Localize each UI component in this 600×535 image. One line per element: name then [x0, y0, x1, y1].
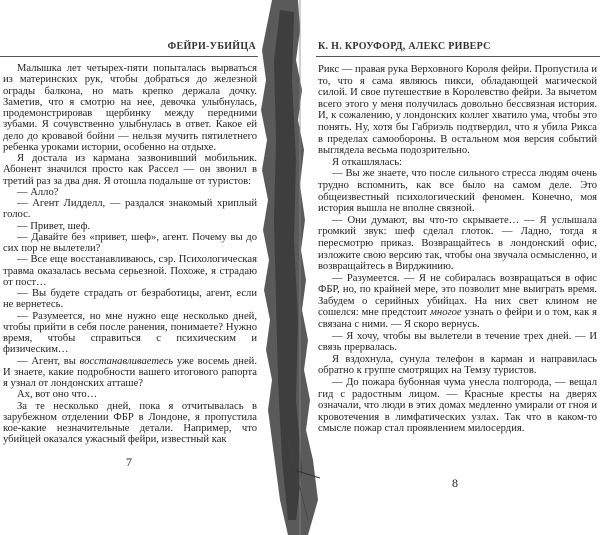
- paragraph: — Алло?: [17, 186, 59, 198]
- text-run: уже восемь дней. И знаете, какие подробности вашего итогового рапорта я узнал от лондонских атташе?: [3, 355, 257, 389]
- paragraph: — Привет, шеф.: [17, 220, 91, 232]
- spine-ink-texture: [258, 0, 322, 535]
- text-run: — Разумеется. — Я не собиралась возвращаться в офис ФБР, но, по крайней мере, это позволит мне выиграть время. Забудем о серийных убийцах. На них свет клином не сошелся: мне предстоит: [318, 272, 597, 319]
- body-text: [3, 63, 257, 446]
- paragraph: — Все еще восстанавливаюсь, сэр. Психологическая травма оказалась весьма серьезной. Похоже, я страдаю от пост…: [3, 254, 257, 288]
- paragraph: Малышка лет четырех-пяти попыталась вырваться из материнских рук, чтобы добраться до железной ограды балкона, но мать крепко держала дочку. Заметив, что я смотрю на нее, девочка улыбнулась, продемонстрировав щербинку между передними зубами. Я сочувственно улыбнулась в ответ. Какое ей дело до кровавой бойни — нельзя мучить пятилетнего ребенка уроками истории, особенно на отдыхе.: [3, 63, 257, 153]
- paragraph: — Разумеется, но мне нужно еще несколько дней, чтобы прийти в себя после ранения, понимаете? Нужно время, чтобы справиться с психическим и физическим…: [3, 310, 257, 356]
- paragraph: Я откашлялась:: [332, 156, 402, 168]
- text-run: узнать о фейри и о том, как я связана с ними. — Я скоро вернусь.: [318, 307, 598, 331]
- text-run: — Агент, вы: [17, 355, 80, 367]
- italic-text: восстанавливаетесь: [79, 355, 174, 367]
- italic-text: многое: [430, 307, 462, 319]
- paragraph: — До пожара бубонная чума унесла полгорода, — вещал гид с радостным лицом. — Красные кресты на дверях означали, что люди в этих домах медленно умирали от гноя и кровотечения в лимфатических узлах. Так что в каком-то смысле пожар стал проявлением милосердия.: [318, 377, 597, 435]
- paragraph: — Вы будете страдать от безработицы, агент, если не вернетесь.: [3, 288, 257, 311]
- paragraph: — Агент Лидделл, — раздался знакомый хриплый голос.: [3, 198, 257, 221]
- paragraph: Я вздохнула, сунула телефон в карман и направилась обратно к группе смотрящих на Темзу туристов.: [318, 353, 597, 377]
- paragraph: Ах, вот оно что…: [17, 389, 98, 401]
- paragraph: — Они думают, вы что-то скрываете… — Я услышала громкий звук: шеф сделал глоток. — Ладно, тогда я пересмотрю приказ. Возвращайтесь в лондонский офис, изложите свою версию так, чтобы она звучала осмысленно, и возвращайтесь в Вирджинию.: [318, 214, 597, 273]
- left-page: [0, 0, 262, 535]
- paragraph: — Давайте без «привет, шеф», агент. Почему вы до сих пор не вылетели?: [3, 231, 257, 254]
- paragraph: За те несколько дней, пока я отчитывалась в зарубежном отделении ФБР в Лондоне, я пропустила кое-какие незначительные детали. Например, что убийцей оказался ужасный фейри, известный как: [3, 400, 257, 446]
- paragraph: [3, 356, 257, 390]
- header-rule: [0, 56, 258, 57]
- paragraph: Я достала из кармана зазвонивший мобильник. Абонент значился просто как Рассел — он звонил в третий раз за два дня. Я отошла подальше от туристов:: [3, 153, 257, 187]
- body-text: [318, 64, 597, 435]
- page-number: 7: [126, 455, 132, 469]
- right-page: [314, 0, 600, 535]
- running-head: К. Н. КРОУФОРД, АЛЕКС РИВЕРС: [318, 41, 491, 52]
- paragraph: — Вы же знаете, что после сильного стресса людям очень трудно вспомнить, как все было на самом деле. Это общеизвестный психологический феномен. Конечно, моя история вышла не вполне связной.: [318, 168, 597, 215]
- page-number: 8: [452, 476, 458, 490]
- header-rule: [316, 56, 600, 57]
- paragraph: [318, 273, 597, 331]
- paragraph: — Я хочу, чтобы вы вылетели в течение трех дней. — И связь прервалась.: [318, 330, 597, 354]
- running-head: ФЕЙРИ-УБИЙЦА: [167, 41, 256, 52]
- paragraph: Рикс — правая рука Верховного Короля фейри. Пропустила и то, что я сама являюсь пикси, обладающей магической силой. И свое путешествие в Королевство фейри. За вычетом всего этого у меня получилась довольно бессвязная история. И, к сожалению, у лондонских коллег хватило ума, чтобы это понять. Ну, хотя бы Габриэль подтвердил, что я убила Рикса в пределах самообороны. В остальном моя версия событий выглядела весьма подозрительно.: [318, 64, 597, 157]
